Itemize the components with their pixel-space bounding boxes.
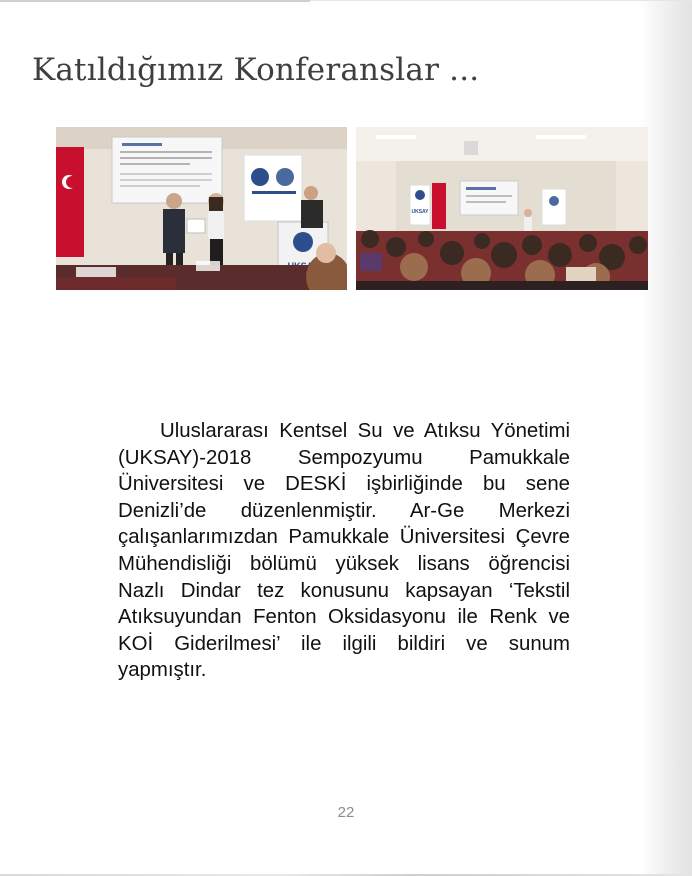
hall-banner-text: UKSAY xyxy=(411,209,429,215)
page-number: 22 xyxy=(337,804,355,821)
page-title: Katıldığımız Konferanslar ... xyxy=(32,52,480,88)
top-border-accent xyxy=(0,0,310,2)
photo-conference-hall xyxy=(356,127,648,290)
photo-award-ceremony xyxy=(56,127,347,290)
body-paragraph: Uluslararası Kentsel Su ve Atıksu Yönetimi (UKSAY)-2018 Sempozyumu Pamukkale Üniversitesi ve DESKİ işbirliğinde bu sene Denizli’de düzenlenmiştir. Ar-Ge Merkezi çalışanlarımızdan Pamukkale Üniversitesi Çevre Mühendisliği bölümü yüksek lisans öğrencisi Nazlı Dindar tez konusunu kapsayan ‘Tekstil Atıksuyundan Fenton Oksidasyonu ile Renk ve KOİ Giderilmesi’ ile ilgili bildiri ve sunum yapmıştır. xyxy=(118,420,570,682)
